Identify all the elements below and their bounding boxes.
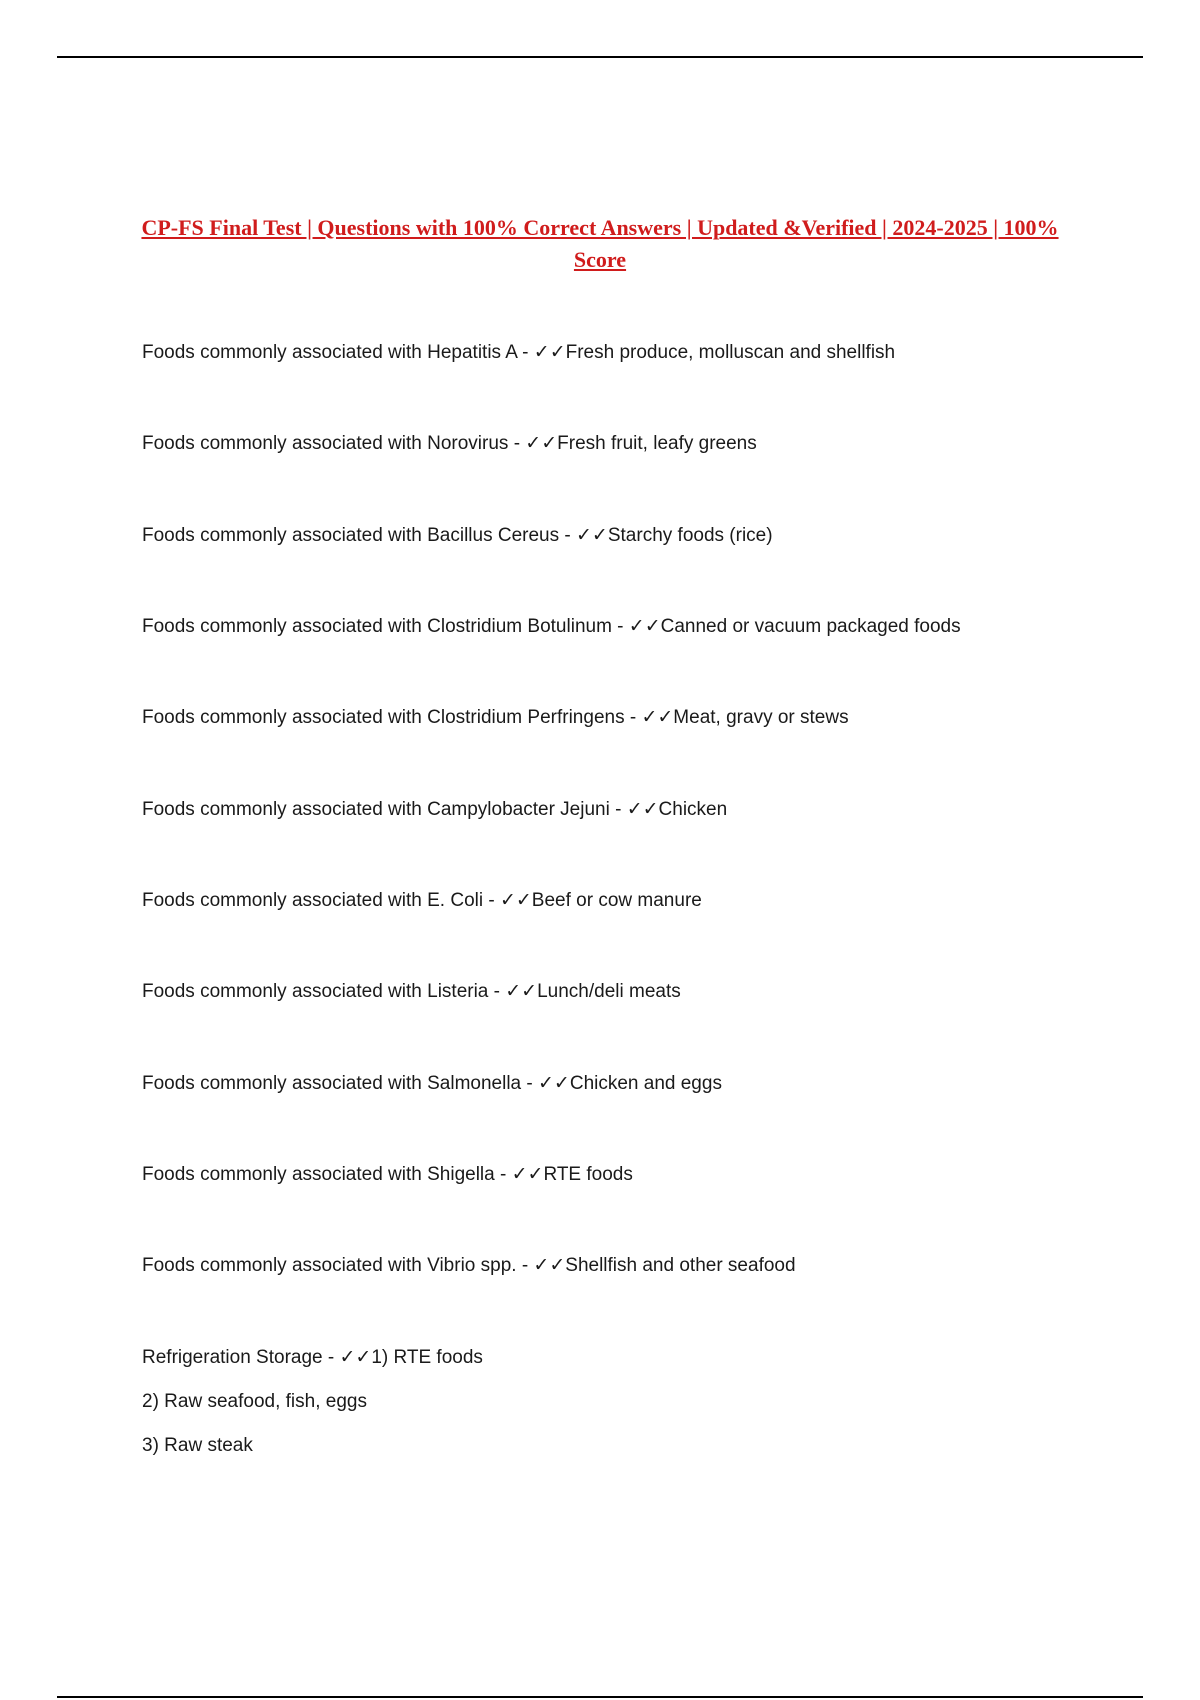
- qa-item: Foods commonly associated with E. Coli - ✓✓Beef or cow manure: [142, 890, 702, 911]
- refrigeration-line: 3) Raw steak: [142, 1435, 253, 1456]
- qa-item: Foods commonly associated with Norovirus - ✓✓Fresh fruit, leafy greens: [142, 433, 757, 454]
- qa-item: Foods commonly associated with Salmonella - ✓✓Chicken and eggs: [142, 1073, 722, 1094]
- qa-item-refrigeration: Refrigeration Storage - ✓✓1) RTE foods: [142, 1347, 483, 1368]
- qa-item: Foods commonly associated with Hepatitis A - ✓✓Fresh produce, molluscan and shellfish: [142, 342, 896, 363]
- qa-item: Foods commonly associated with Vibrio spp. - ✓✓Shellfish and other seafood: [142, 1255, 796, 1276]
- bottom-rule: [57, 1696, 1143, 1698]
- document-title: CP-FS Final Test | Questions with 100% Correct Answers | Updated &Verified | 2024-2025 | 100% Score: [141, 215, 1059, 272]
- qa-item: Foods commonly associated with Clostridium Botulinum - ✓✓Canned or vacuum packaged foods: [142, 616, 961, 637]
- qa-item: Foods commonly associated with Listeria - ✓✓Lunch/deli meats: [142, 981, 681, 1002]
- qa-item: Foods commonly associated with Campylobacter Jejuni - ✓✓Chicken: [142, 799, 728, 820]
- qa-item: Foods commonly associated with Shigella - ✓✓RTE foods: [142, 1164, 633, 1185]
- top-rule: [57, 56, 1143, 58]
- refrigeration-line: 2) Raw seafood, fish, eggs: [142, 1391, 367, 1412]
- qa-item: Foods commonly associated with Clostridium Perfringens - ✓✓Meat, gravy or stews: [142, 707, 849, 728]
- qa-item: Foods commonly associated with Bacillus Cereus - ✓✓Starchy foods (rice): [142, 525, 773, 546]
